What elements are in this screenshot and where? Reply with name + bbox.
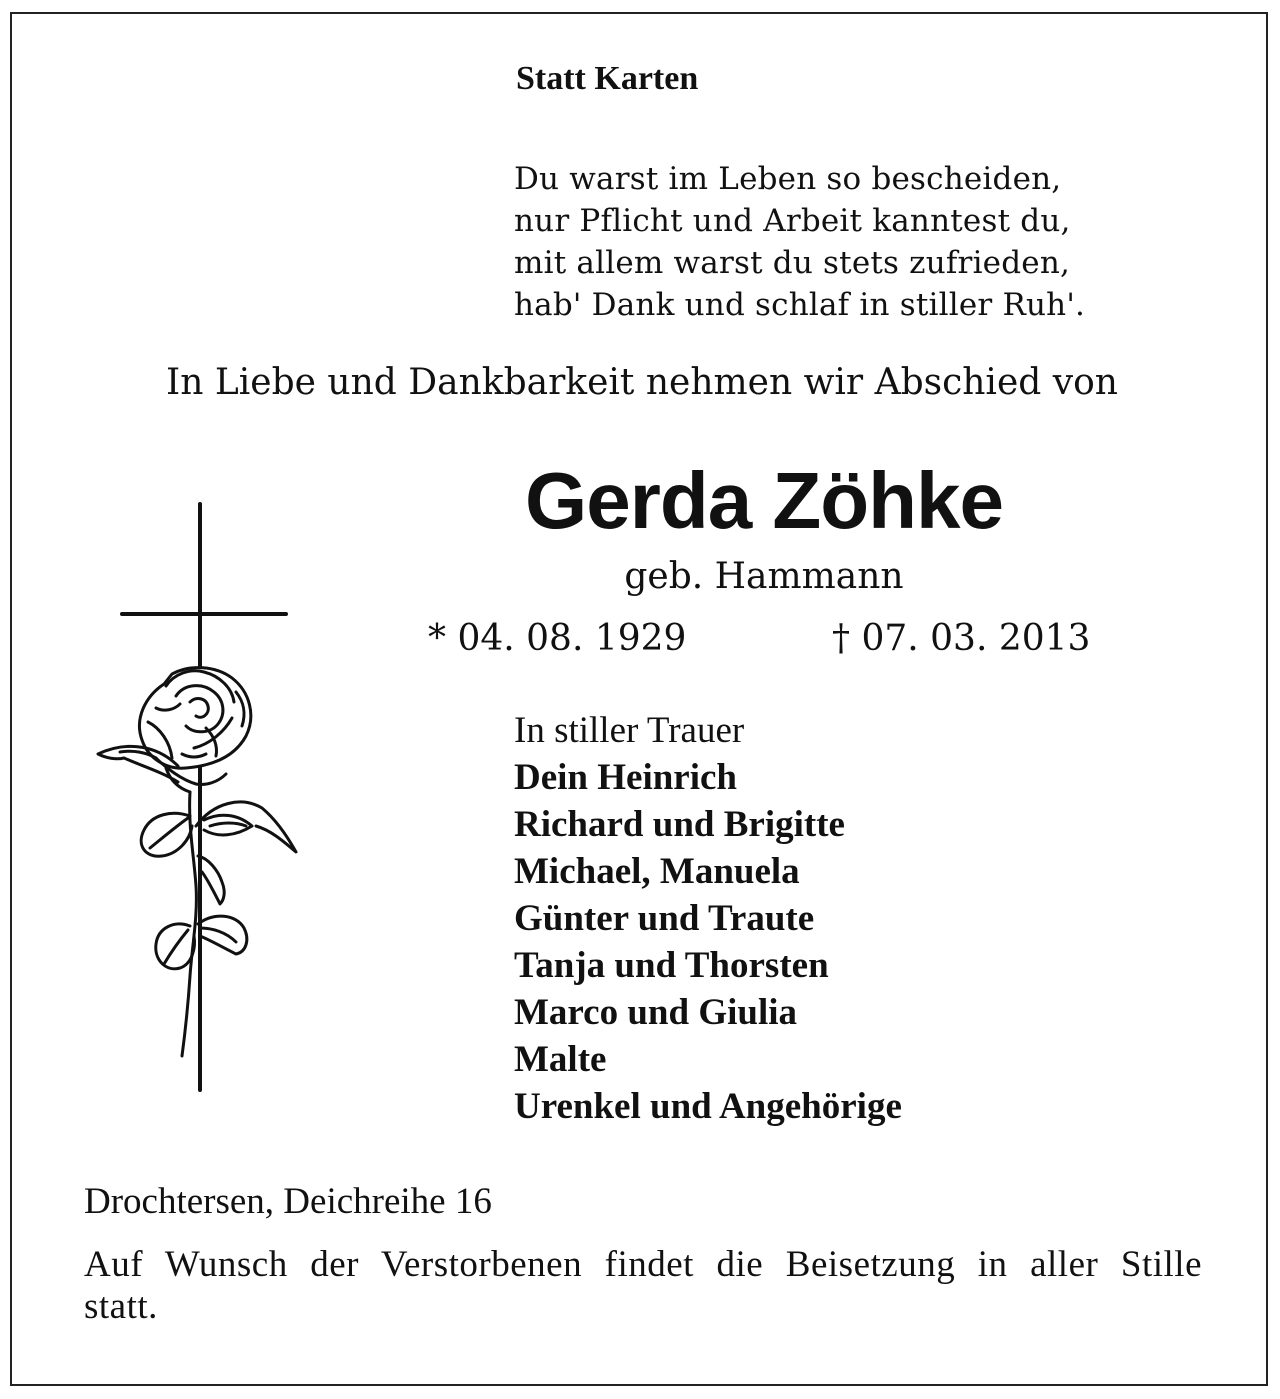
maiden-name: geb. Hammann <box>624 556 904 597</box>
poem-line: Du warst im Leben so bescheiden, <box>514 161 1062 197</box>
mourner-name: Malte <box>514 1039 607 1080</box>
deceased-name: Gerda Zöhke <box>524 456 1004 545</box>
poem-line: hab' Dank und schlaf in stiller Ruh'. <box>514 287 1086 323</box>
poem-line: mit allem warst du stets zufrieden, <box>514 245 1071 281</box>
mourner-name: Dein Heinrich <box>514 757 738 798</box>
mourner-name: Urenkel und Angehörige <box>514 1086 902 1127</box>
mourner-name: Tanja und Thorsten <box>514 945 829 986</box>
poem-line: nur Pflicht und Arbeit kanntest du, <box>514 203 1071 239</box>
mourners-block <box>514 707 902 1130</box>
intro-line: In Liebe und Dankbarkeit nehmen wir Abschied von <box>166 362 1118 403</box>
burial-note: Auf Wunsch der Verstorbenen findet die Beisetzung in aller Stille statt. <box>84 1244 1202 1327</box>
poem <box>514 158 1085 326</box>
notice-header: Statt Karten <box>516 60 699 97</box>
mourners-heading: In stiller Trauer <box>514 710 745 751</box>
death-date: † 07. 03. 2013 <box>832 618 1091 659</box>
mourner-name: Richard und Brigitte <box>514 804 845 845</box>
address: Drochtersen, Deichreihe 16 <box>84 1181 492 1222</box>
mourner-name: Michael, Manuela <box>514 851 800 892</box>
mourner-name: Günter und Traute <box>514 898 815 939</box>
birth-date: * 04. 08. 1929 <box>428 618 687 659</box>
mourner-name: Marco und Giulia <box>514 992 798 1033</box>
cross-with-rose-icon <box>86 496 306 1096</box>
